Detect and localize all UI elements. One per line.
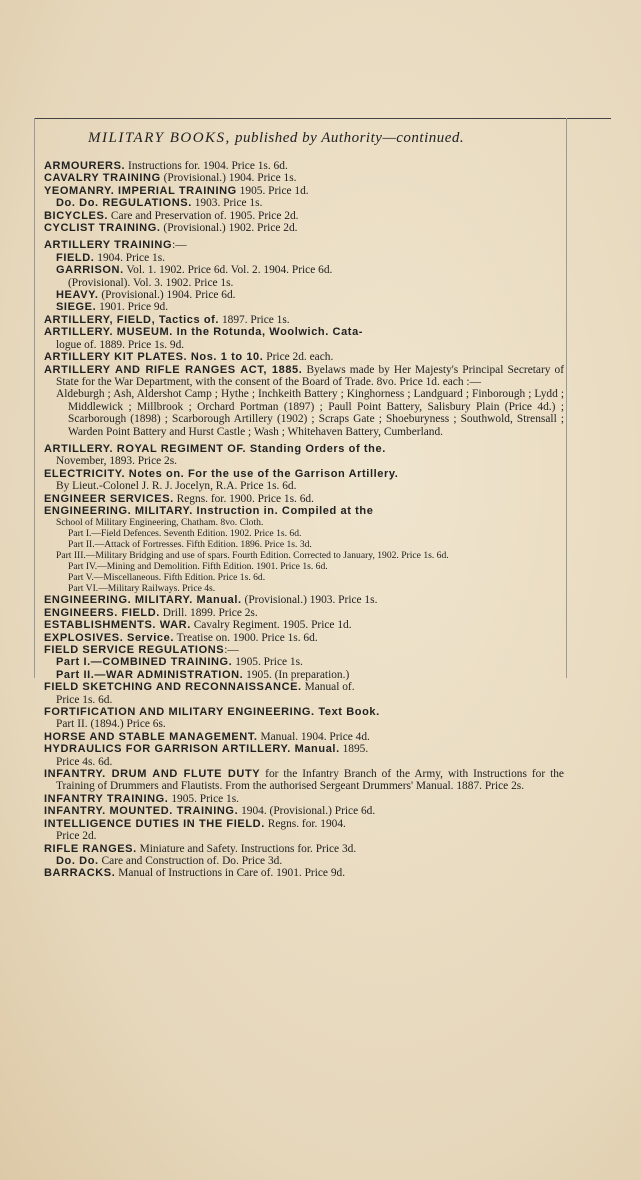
catalogue-entry: FIELD. 1904. Price 1s. (56, 251, 165, 264)
catalogue-entry: ENGINEERS. FIELD. Drill. 1899. Price 2s. (44, 606, 258, 619)
catalogue-entry: RIFLE RANGES. Miniature and Safety. Instructions for. Price 3d. (44, 842, 357, 855)
catalogue-entry: CYCLIST TRAINING. (Provisional.) 1902. Price 2d. (44, 222, 298, 235)
catalogue-entry: BICYCLES. Care and Preservation of. 1905. Price 2d. (44, 209, 299, 222)
catalogue-list (44, 160, 564, 880)
running-head-continued: —continued. (382, 130, 465, 146)
catalogue-entry: ARTILLERY KIT PLATES. Nos. 1 to 10. Price 2d. each. (44, 351, 334, 364)
catalogue-entry: Part II. (1894.) Price 6s. (56, 718, 166, 731)
catalogue-entry: Do. Do. Care and Construction of. Do. Price 3d. (56, 854, 283, 867)
catalogue-entry: (Provisional). Vol. 3. 1902. Price 1s. (68, 276, 234, 289)
catalogue-entry: INFANTRY. MOUNTED. TRAINING. 1904. (Provisional.) Price 6d. (44, 805, 376, 818)
catalogue-entry: ENGINEER SERVICES. Regns. for. 1900. Price 1s. 6d. (44, 492, 314, 505)
left-margin-rule (34, 118, 35, 678)
catalogue-entry: By Lieut.-Colonel J. R. J. Jocelyn, R.A. Price 1s. 6d. (56, 480, 297, 493)
catalogue-entry: ARMOURERS. Instructions for. 1904. Price 1s. 6d. (44, 160, 288, 172)
catalogue-entry: SIEGE. 1901. Price 9d. (56, 301, 169, 314)
running-head-title: MILITARY BOOKS, (88, 130, 231, 146)
catalogue-entry: INFANTRY TRAINING. 1905. Price 1s. (44, 792, 240, 805)
catalogue-entry: INTELLIGENCE DUTIES IN THE FIELD. Regns. for. 1904. (44, 817, 346, 830)
catalogue-entry: Part IV.—Mining and Demolition. Fifth Edition. 1901. Price 1s. 6d. (68, 561, 328, 573)
catalogue-entry: ENGINEERING. MILITARY. Manual. (Provisional.) 1903. Price 1s. (44, 594, 378, 607)
catalogue-entry: HEAVY. (Provisional.) 1904. Price 6d. (56, 289, 236, 302)
catalogue-entry: Part I.—Field Defences. Seventh Edition. 1902. Price 1s. 6d. (68, 528, 302, 540)
catalogue-entry: FIELD SERVICE REGULATIONS:— (44, 644, 239, 656)
catalogue-entry: Price 4s. 6d. (56, 755, 113, 768)
catalogue-entry: Part I.—COMBINED TRAINING. 1905. Price 1s. (56, 656, 303, 669)
catalogue-entry: Part V.—Miscellaneous. Fifth Edition. Price 1s. 6d. (68, 572, 266, 584)
catalogue-entry: FIELD SKETCHING AND RECONNAISSANCE. Manual of. (44, 681, 355, 694)
catalogue-entry: ELECTRICITY. Notes on. For the use of the Garrison Artillery. (44, 467, 399, 480)
catalogue-entry: ESTABLISHMENTS. WAR. Cavalry Regiment. 1905. Price 1d. (44, 619, 352, 632)
catalogue-entry: logue of. 1889. Price 1s. 9d. (56, 338, 185, 351)
right-margin-rule (566, 118, 567, 678)
running-head (88, 130, 568, 147)
catalogue-entry: Aldeburgh ; Ash, Aldershot Camp ; Hythe ; Inchkeith Battery ; Kinghorness ; Landguard ; Finborough ; Lydd ; Middlewick ; Millbrook ; Orchard Portman (1897) ; Paull Point Battery, Salisbury Plain (Price 4d.) ; Scarborough (1898) ; Scarborough Artillery (1902) ; Scraps Gate ; Shoeburyness ; Southwold, Strensall ; Warden Point Battery and Hurst Castle ; Wash ; Whitehaven Battery, Cumberland. (56, 388, 564, 438)
catalogue-entry: CAVALRY TRAINING (Provisional.) 1904. Price 1s. (44, 172, 297, 185)
top-rule (34, 118, 611, 119)
catalogue-entry: Price 2d. (56, 830, 97, 843)
catalogue-entry: ARTILLERY AND RIFLE RANGES ACT, 1885. Byelaws made by Her Majesty's Principal Secretary of State for the War Department, with the consent of the Board of Trade. 8vo. Price 1d. each :— (44, 363, 564, 388)
catalogue-entry: ARTILLERY, FIELD, Tactics of. 1897. Price 1s. (44, 313, 290, 326)
catalogue-entry: ARTILLERY TRAINING:— (44, 239, 187, 252)
catalogue-entry: November, 1893. Price 2s. (56, 455, 178, 468)
catalogue-entry: ARTILLERY. ROYAL REGIMENT OF. Standing Orders of the. (44, 442, 386, 455)
catalogue-entry: YEOMANRY. IMPERIAL TRAINING 1905. Price 1d. (44, 184, 309, 197)
catalogue-entry: FORTIFICATION AND MILITARY ENGINEERING. Text Book. (44, 706, 380, 719)
catalogue-entry: Do. Do. REGULATIONS. 1903. Price 1s. (56, 197, 263, 210)
catalogue-entry: Part II.—Attack of Fortresses. Fifth Edition. 1896. Price 1s. 3d. (68, 539, 312, 551)
catalogue-entry: HORSE AND STABLE MANAGEMENT. Manual. 1904. Price 4d. (44, 730, 370, 743)
catalogue-entry: ARTILLERY. MUSEUM. In the Rotunda, Woolwich. Cata- (44, 326, 364, 339)
catalogue-entry: Part VI.—Military Railways. Price 4s. (68, 583, 216, 595)
catalogue-entry: ENGINEERING. MILITARY. Instruction in. Compiled at the (44, 504, 374, 517)
catalogue-entry: BARRACKS. Manual of Instructions in Care of. 1901. Price 9d. (44, 867, 346, 880)
catalogue-entry: School of Military Engineering, Chatham. 8vo. Cloth. (56, 517, 264, 529)
catalogue-entry: GARRISON. Vol. 1. 1902. Price 6d. Vol. 2. 1904. Price 6d. (56, 264, 333, 277)
catalogue-entry: HYDRAULICS FOR GARRISON ARTILLERY. Manual. 1895. (44, 743, 369, 756)
catalogue-entry: EXPLOSIVES. Service. Treatise on. 1900. Price 1s. 6d. (44, 631, 318, 644)
catalogue-entry: INFANTRY. DRUM AND FLUTE DUTY for the Infantry Branch of the Army, with Instructions for the Training of Drummers and Flautists. From the authorised Sergeant Drummers' Manual. 1887. Price 2s. (44, 768, 564, 793)
catalogue-entry: Part II.—WAR ADMINISTRATION. 1905. (In preparation.) (56, 668, 350, 681)
catalogue-entry: Part III.—Military Bridging and use of spars. Fourth Edition. Corrected to January, 1902. Price 1s. 6d. (56, 550, 449, 562)
catalogue-entry: Price 1s. 6d. (56, 693, 113, 706)
running-head-publisher: published by Authority (235, 130, 383, 146)
